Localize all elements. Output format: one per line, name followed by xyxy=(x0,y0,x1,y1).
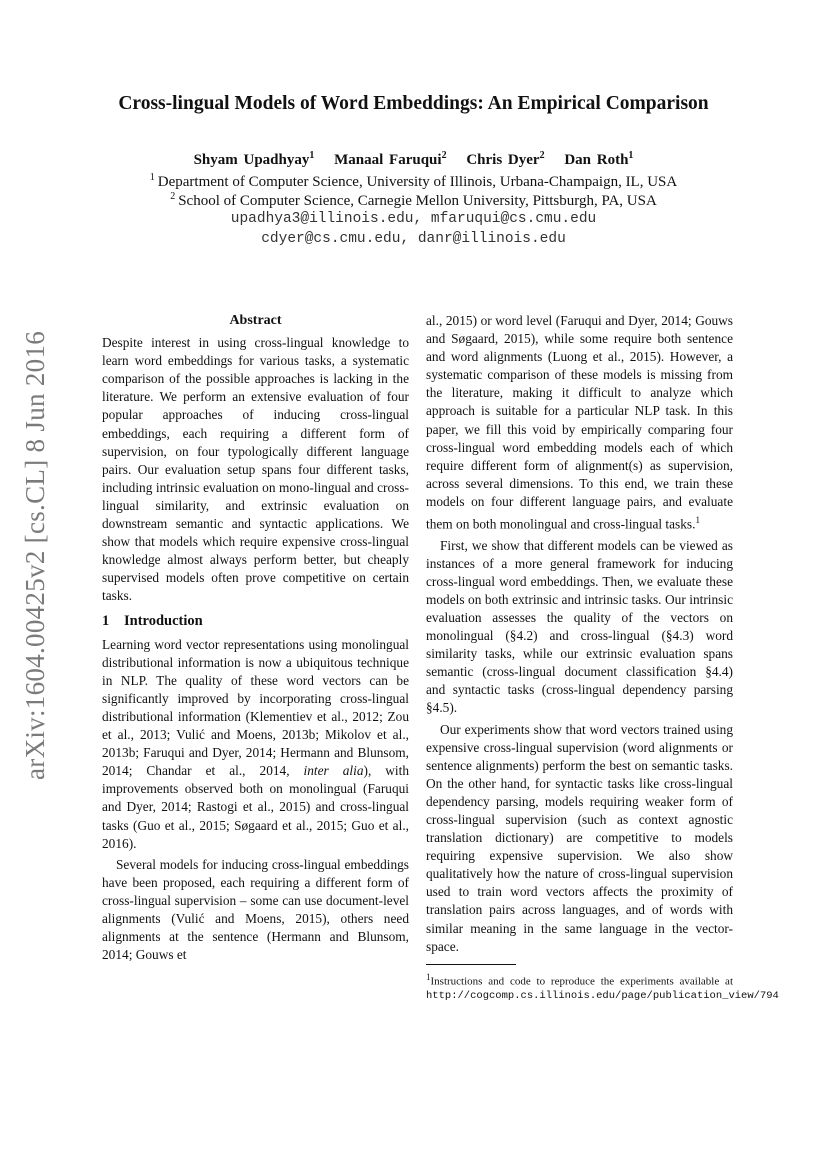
section-title: Introduction xyxy=(124,612,203,629)
author-emails-line-1: upadhya3@illinois.edu, mfaruqui@cs.cmu.edu xyxy=(230,211,597,227)
abstract-heading: Abstract xyxy=(229,313,282,328)
intro-paragraph-4: Our experiments show that word vectors trained using expensive cross-lingual supervision (word alignments or sentence alignments) perform the best on semantic tasks. On the other hand, for syntactic tasks like cross-lingual dependency parsing, models requiring weaker form of cross-lingual supervision (such as context agnostic translation dictionary) are competitive to models requiring expensive supervision. We also show qualitatively how the nature of cross-lingual supervision used to train word vectors affects the proximity of translation pairs across languages, and of words with similar meaning in the same language in the vector-space. xyxy=(426,721,733,954)
right-column xyxy=(426,312,779,1003)
affiliation-text: School of Computer Science, Carnegie Mellon University, Pittsburgh, PA, USA xyxy=(178,193,657,209)
affiliation-mark: 2 xyxy=(170,191,176,202)
author-name: Manaal Faruqui xyxy=(334,152,442,168)
author-name: Shyam Upadhyay xyxy=(193,152,310,168)
author-affiliation-mark: 2 xyxy=(539,150,545,161)
author-list xyxy=(0,150,827,169)
intro-paragraph-1-text: Learning word vector representations using monolingual distributional information is now a ubiquitous technique in NLP. The quality of these word vectors can be significantly improved by incorporating cross-lingual distributional information (Klementiev et al., 2012; Zou et al., 2013; Vulić and Moens, 2013b; Mikolov et al., 2013b; Faruqui and Dyer, 2014; Hermann and Blunsom, 2014; Chandar et al., 2014, xyxy=(102,636,409,779)
section-number: 1 xyxy=(102,612,110,629)
intro-paragraph-2-continued xyxy=(426,312,733,534)
intro-paragraph-2-continued-text: al., 2015) or word level (Faruqui and Dyer, 2014; Gouws and Søgaard, 2015), while some require both sentence and word alignments (Luong et al., 2015). However, a systematic comparison of these models is missing from the literature, making it difficult to analyze which approach is suitable for a particular NLP task. In this paper, we fill this void by empirically comparing four cross-lingual word embedding models each of which require different form of alignment(s) as supervision, across several dimensions. To this end, we train these models on four different language pairs, and evaluate them on both monolingual and cross-lingual tasks. xyxy=(426,313,733,532)
left-column xyxy=(102,312,409,964)
intro-paragraph-3: First, we show that different models can be viewed as instances of a more general framework for inducing cross-lingual word embeddings. Then, we evaluate these models on both extrinsic and intrinsic tasks. Our intrinsic evaluation assesses the quality of the vectors on monolingual (§4.2) and cross-lingual (§4.3) word similarity tasks, while our extrinsic evaluation spans semantic (cross-lingual document classification §4.4) and syntactic tasks (cross-lingual dependency parsing §4.5). xyxy=(426,537,733,716)
author-affiliation-mark: 2 xyxy=(441,150,447,161)
affiliation-2 xyxy=(0,191,827,210)
author-affiliation-mark: 1 xyxy=(309,150,315,161)
footnote xyxy=(426,970,779,1004)
affiliation-text: Department of Computer Science, University of Illinois, Urbana-Champaign, IL, USA xyxy=(157,174,678,190)
intro-paragraph-1-italic: inter alia xyxy=(303,763,364,779)
affiliation-mark: 1 xyxy=(149,172,155,183)
footnote-text: Instructions and code to reproduce the experiments available at xyxy=(430,975,733,988)
author-emails-line-2: cdyer@cs.cmu.edu, danr@illinois.edu xyxy=(261,231,566,247)
footnote-url-link[interactable]: http://cogcomp.cs.illinois.edu/page/publication_view/794 xyxy=(426,990,779,1003)
section-heading-introduction xyxy=(102,612,409,630)
footnote-divider xyxy=(426,964,516,965)
affiliation-1 xyxy=(0,172,827,191)
author-name: Chris Dyer xyxy=(466,152,540,168)
footnote-reference-mark: 1 xyxy=(695,515,700,526)
author-name: Dan Roth xyxy=(564,152,629,168)
paper-title: Cross-lingual Models of Word Embeddings: An Empirical Comparison xyxy=(118,93,709,114)
intro-paragraph-1 xyxy=(102,636,409,853)
author-affiliation-mark: 1 xyxy=(628,150,634,161)
footnote-mark: 1 xyxy=(426,971,431,982)
intro-paragraph-1-text-end: ), with improvements observed both on monolingual (Faruqui and Dyer, 2014; Rastogi et al., 2015) and cross-lingual tasks (Guo et al., 2015; Søgaard et al., 2015; Guo et al., 2016). xyxy=(102,763,410,851)
arxiv-identifier-stamp: arXiv:1604.00425v2 [cs.CL] 8 Jun 2016 xyxy=(20,330,50,780)
abstract-text: Despite interest in using cross-lingual knowledge to learn word embeddings for various tasks, a systematic comparison of the possible approaches is lacking in the literature. We perform an extensive evaluation of four popular approaches of inducing cross-lingual embeddings, each requiring a different form of supervision, on four typologically different language pairs. Our evaluation setup spans four different tasks, including intrinsic evaluation on mono-lingual and cross-lingual similarity, and extrinsic evaluation on downstream semantic and syntactic applications. We show that models which require expensive cross-lingual knowledge almost always perform better, but cheaply supervised models often prove competitive on certain tasks. xyxy=(102,335,409,604)
intro-paragraph-2: Several models for inducing cross-lingual embeddings have been proposed, each requiring a different form of cross-lingual supervision – some can use document-level alignments (Vulić and Moens, 2015), others need alignments at the sentence (Hermann and Blunsom, 2014; Gouws et xyxy=(102,856,409,963)
